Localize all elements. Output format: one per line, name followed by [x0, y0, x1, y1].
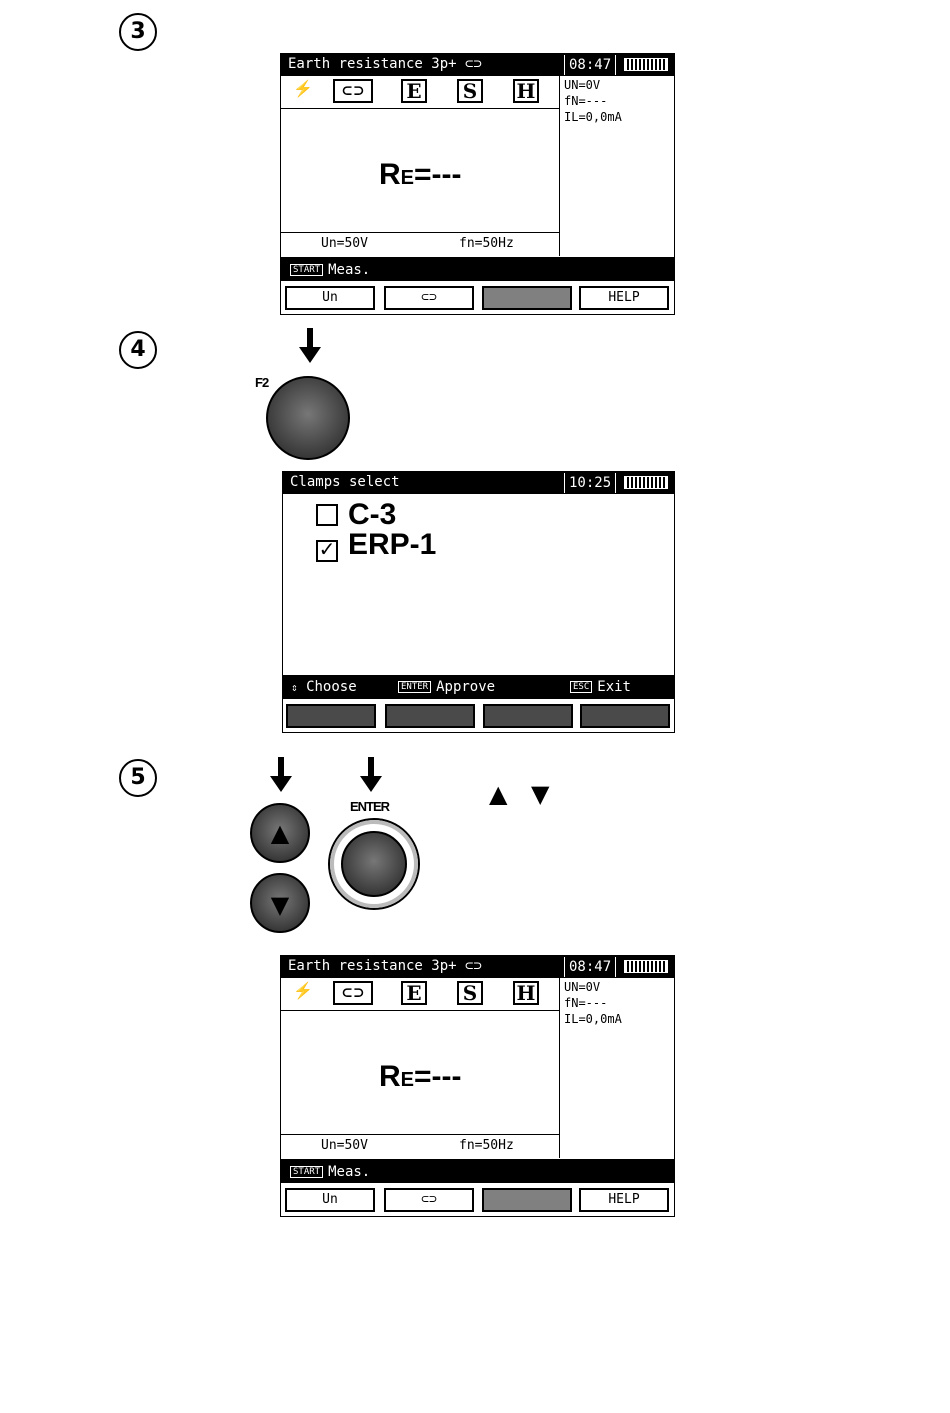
- f2-clamp-button[interactable]: [384, 1188, 474, 1212]
- function-keys: [283, 702, 674, 732]
- status-bar: [281, 257, 674, 281]
- f2-clamp-button[interactable]: [384, 286, 474, 310]
- un-param: Un=50V: [321, 1138, 368, 1153]
- checkbox-unchecked-icon[interactable]: [316, 504, 338, 526]
- f1-un-button[interactable]: Un: [285, 286, 375, 310]
- wire-icon[interactable]: ⚡: [293, 981, 313, 1000]
- title-bar: [283, 472, 674, 494]
- f2-button[interactable]: [266, 376, 350, 460]
- divider: [559, 76, 560, 256]
- f2-button[interactable]: [385, 704, 475, 728]
- clamp-icon: ⊂⊃: [456, 958, 482, 974]
- result-value: RE=---: [379, 1060, 462, 1093]
- clock: 08:47: [564, 55, 616, 75]
- measure-screen-top: [280, 53, 675, 315]
- side-fn: fN=---: [564, 996, 608, 1010]
- un-param: Un=50V: [321, 236, 368, 251]
- status-bar: [281, 1159, 674, 1183]
- down-button[interactable]: ▼: [250, 873, 310, 933]
- press-arrow-shaft: [278, 757, 284, 777]
- start-key-tag: START: [290, 264, 323, 276]
- side-info: [564, 77, 622, 125]
- title-bar: [281, 956, 674, 978]
- hint-bar: [283, 675, 674, 699]
- enter-button[interactable]: [341, 831, 407, 897]
- h-icon[interactable]: H: [513, 981, 539, 1005]
- f3-button[interactable]: [482, 1188, 572, 1212]
- battery-icon: [624, 960, 668, 973]
- choose-hint: ⇕ Choose: [291, 679, 357, 695]
- s-icon[interactable]: S: [457, 79, 483, 103]
- down-arrow-icon: [360, 776, 382, 792]
- s-icon[interactable]: S: [457, 981, 483, 1005]
- parameter-bar: [281, 232, 559, 257]
- option-c3[interactable]: C-3: [316, 500, 396, 530]
- clamp-icon: ⊂⊃: [421, 1192, 437, 1207]
- function-keys: [281, 284, 674, 314]
- status-text: Meas.: [328, 262, 371, 278]
- parameter-bar: [281, 1134, 559, 1159]
- step-3-number: 3: [119, 13, 157, 51]
- result-value: RE=---: [379, 158, 462, 191]
- press-arrow-shaft: [307, 328, 313, 348]
- fn-param: fn=50Hz: [459, 236, 514, 251]
- f4-help-button[interactable]: HELP: [579, 286, 669, 310]
- f3-button[interactable]: [483, 704, 573, 728]
- down-arrow-icon: [270, 776, 292, 792]
- divider: [559, 978, 560, 1158]
- f4-help-button[interactable]: HELP: [579, 1188, 669, 1212]
- enter-label: ENTER: [350, 799, 390, 814]
- down-arrow-icon: [299, 347, 321, 363]
- battery-icon: [624, 58, 668, 71]
- f4-button[interactable]: [580, 704, 670, 728]
- wire-icon[interactable]: ⚡: [293, 79, 313, 98]
- start-key-tag: START: [290, 1166, 323, 1178]
- clamps-select-screen: [282, 471, 675, 733]
- result-area: [281, 1010, 559, 1134]
- clock: 08:47: [564, 957, 616, 977]
- fn-param: fn=50Hz: [459, 1138, 514, 1153]
- clock: 10:25: [564, 473, 616, 493]
- side-il: IL=0,0mA: [564, 1012, 622, 1026]
- approve-hint: ENTER Approve: [398, 679, 495, 695]
- clamp-icon: ⊂⊃: [421, 290, 437, 305]
- e-icon[interactable]: E: [401, 981, 427, 1005]
- side-un: UN=0V: [564, 78, 601, 92]
- mode-icon-row: [281, 76, 559, 109]
- side-fn: fN=---: [564, 94, 608, 108]
- up-down-icon: ⇕: [291, 681, 298, 694]
- mode-icon-row: [281, 978, 559, 1011]
- exit-hint: ESC Exit: [570, 679, 631, 695]
- up-button[interactable]: ▲: [250, 803, 310, 863]
- side-un: UN=0V: [564, 980, 601, 994]
- f2-label: F2: [255, 375, 269, 390]
- f1-button[interactable]: [286, 704, 376, 728]
- up-triangle-icon: ▲: [489, 780, 508, 808]
- step-5-number: 5: [119, 759, 157, 797]
- battery-icon: [624, 476, 668, 489]
- result-area: [281, 108, 559, 232]
- checkbox-checked-icon[interactable]: ✓: [316, 540, 338, 562]
- measure-screen-bottom: [280, 955, 675, 1217]
- f3-button[interactable]: [482, 286, 572, 310]
- e-icon[interactable]: E: [401, 79, 427, 103]
- screen-title: Clamps select: [290, 474, 400, 490]
- screen-title: Earth resistance 3p+ ⊂⊃: [288, 56, 482, 72]
- step-4-number: 4: [119, 331, 157, 369]
- title-bar: [281, 54, 674, 76]
- f1-un-button[interactable]: Un: [285, 1188, 375, 1212]
- press-arrow-shaft: [368, 757, 374, 777]
- side-info: [564, 979, 622, 1027]
- option-erp1[interactable]: ✓ ERP-1: [316, 530, 436, 562]
- clamp-icon[interactable]: ⊂⊃: [333, 79, 373, 103]
- clamp-icon[interactable]: ⊂⊃: [333, 981, 373, 1005]
- side-il: IL=0,0mA: [564, 110, 622, 124]
- status-text: Meas.: [328, 1164, 371, 1180]
- h-icon[interactable]: H: [513, 79, 539, 103]
- clamp-icon: ⊂⊃: [456, 56, 482, 72]
- function-keys: [281, 1186, 674, 1216]
- screen-title: Earth resistance 3p+ ⊂⊃: [288, 958, 482, 974]
- down-triangle-icon: ▼: [531, 780, 550, 808]
